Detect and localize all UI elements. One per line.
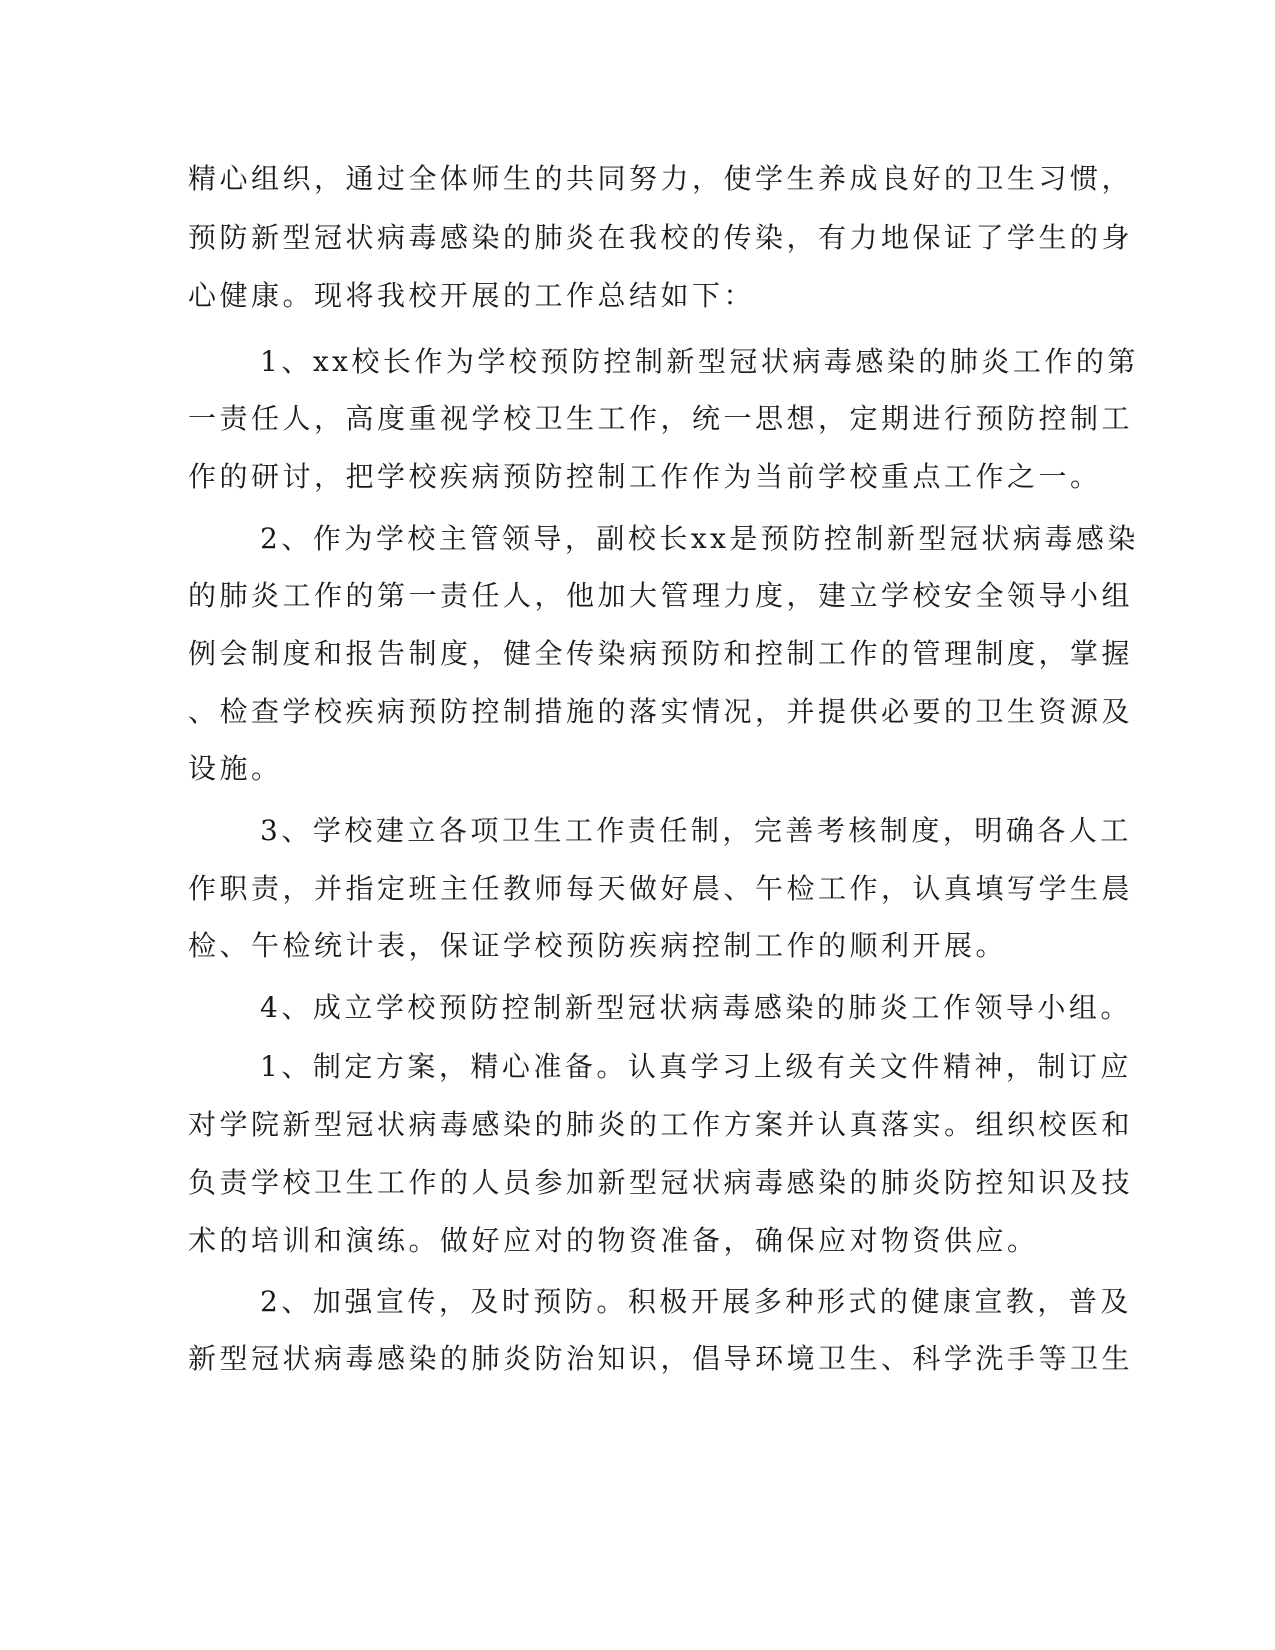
text-line: 2、作为学校主管领导，副校长xx是预防控制新型冠状病毒感染	[260, 522, 1139, 555]
text-line: 的肺炎工作的第一责任人，他加大管理力度，建立学校安全领导小组	[188, 579, 1134, 612]
text-line: 术的培训和演练。做好应对的物资准备，确保应对物资供应。	[188, 1224, 1039, 1257]
text-line: 对学院新型冠状病毒感染的肺炎的工作方案并认真落实。组织校医和	[188, 1108, 1134, 1141]
text-line: 预防新型冠状病毒感染的肺炎在我校的传染，有力地保证了学生的身	[188, 221, 1134, 254]
text-line: 1、制定方案，精心准备。认真学习上级有关文件精神，制订应	[260, 1050, 1132, 1083]
text-line: 1、xx校长作为学校预防控制新型冠状病毒感染的肺炎工作的第	[260, 345, 1139, 378]
text-line: 作的研讨，把学校疾病预防控制工作作为当前学校重点工作之一。	[188, 460, 1102, 493]
text-line: 精心组织，通过全体师生的共同努力，使学生养成良好的卫生习惯，	[188, 162, 1134, 195]
text-line: 3、学校建立各项卫生工作责任制，完善考核制度，明确各人工	[260, 814, 1132, 847]
text-line: 4、成立学校预防控制新型冠状病毒感染的肺炎工作领导小组。	[260, 991, 1132, 1024]
text-line: 检、午检统计表，保证学校预防疾病控制工作的顺利开展。	[188, 929, 1008, 962]
text-line: 新型冠状病毒感染的肺炎防治知识，倡导环境卫生、科学洗手等卫生	[188, 1342, 1134, 1375]
text-line: 、检查学校疾病预防控制措施的落实情况，并提供必要的卫生资源及	[188, 695, 1134, 728]
text-line: 例会制度和报告制度，健全传染病预防和控制工作的管理制度，掌握	[188, 637, 1134, 670]
text-line: 设施。	[188, 752, 283, 785]
text-line: 负责学校卫生工作的人员参加新型冠状病毒感染的肺炎防控知识及技	[188, 1166, 1134, 1199]
text-line: 心健康。现将我校开展的工作总结如下：	[188, 279, 756, 312]
text-line: 作职责，并指定班主任教师每天做好晨、午检工作，认真填写学生晨	[188, 872, 1134, 905]
text-line: 2、加强宣传，及时预防。积极开展多种形式的健康宣教，普及	[260, 1285, 1132, 1318]
text-line: 一责任人，高度重视学校卫生工作，统一思想，定期进行预防控制工	[188, 402, 1134, 435]
